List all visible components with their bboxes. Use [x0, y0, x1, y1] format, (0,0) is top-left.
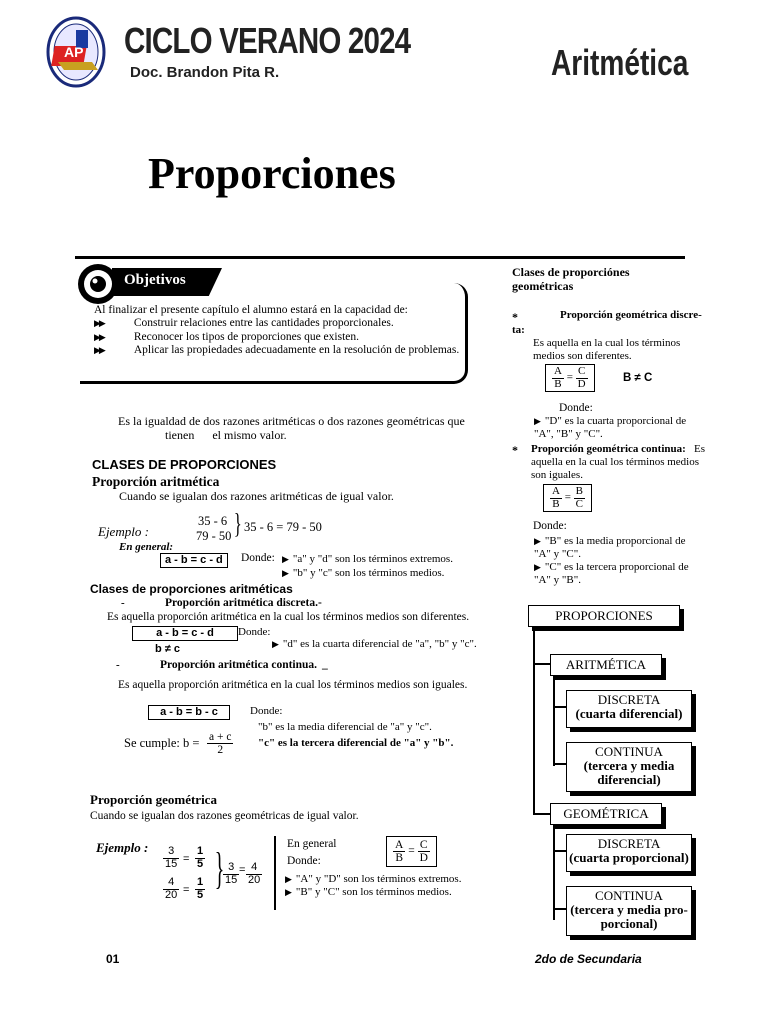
subject-title: Aritmética: [551, 42, 689, 83]
geo-result-eq: =: [239, 864, 246, 876]
continua-desc: Es aquella proporción aritmética en la cual los términos medios son iguales.: [118, 679, 468, 691]
objetivos-list: [94, 317, 459, 358]
triangle-icon: ▶: [282, 568, 289, 578]
right-discreta-ta: ta:: [512, 324, 525, 336]
general-donde-1: ▶ "a" y "d" son los términos extremos.: [282, 553, 453, 565]
geo-note-1: ▶ "A" y "D" son los términos extremos.: [285, 873, 462, 885]
geometrica-desc: Cuando se igualan dos razones geométricas de igual valor.: [90, 810, 359, 822]
tree-trunk: [533, 625, 535, 815]
general-label: En general:: [119, 541, 174, 553]
discreta-formula: a - b = c - d: [132, 626, 238, 641]
triangle-icon: ▶: [534, 416, 541, 426]
triangle-icon: ▶: [272, 639, 279, 649]
right-discreta-note: ▶ "D" es la cuarta proporcional de "A", "B" y "C".: [534, 415, 687, 440]
title-rule: [75, 256, 685, 259]
double-arrow-icon: ▶▶: [94, 331, 104, 342]
geo-fraction-1a: $\frac{3}{15}$: [165, 845, 178, 870]
ejemplo-result: 35 - 6 = 79 - 50: [244, 520, 322, 534]
discreta-note: ▶ "d" es la cuarta diferencial de "a", "b" y "c".: [272, 638, 477, 650]
discreta-title: Proporción aritmética discreta.-: [165, 597, 322, 609]
tree-arit-continua: CONTINUA (tercera y media diferencial): [566, 742, 692, 792]
geo-general-box: $\frac{A}{B}$ = $\frac{C}{D}$: [386, 836, 437, 867]
discreta-neq: b ≠ c: [155, 643, 180, 655]
definition-line-1: Es la igualdad de dos razones aritméticas o dos razones geométricas que: [118, 414, 465, 428]
right-continua-title: Proporción geométrica continua:: [531, 443, 686, 455]
geo-donde: Donde:: [287, 855, 321, 867]
objetivos-intro: Al finalizar el presente capítulo el alumno estará en la capacidad de:: [94, 304, 408, 316]
list-item: ▶▶ Construir relaciones entre las cantidades proporcionales.: [94, 317, 394, 329]
list-item: ▶▶ Reconocer los tipos de proporciones que existen.: [94, 330, 359, 343]
geo-eq-2: =: [183, 884, 190, 896]
right-continua-donde: Donde:: [533, 520, 567, 532]
continua-note-2: "c" es la tercera diferencial de "a" y "b".: [258, 737, 454, 749]
clases-heading: CLASES DE PROPORCIONES: [92, 457, 277, 472]
triangle-icon: ▶: [285, 874, 292, 884]
discreta-donde: Donde:: [238, 626, 271, 638]
double-arrow-icon: ▶▶: [94, 345, 104, 355]
right-discreta-desc: Es aquella en la cual los términos medios son diferentes.: [533, 337, 681, 362]
logo: [46, 16, 106, 88]
cumple-fraction: $\frac{a + c}{2}$: [209, 731, 232, 757]
right-continua-star: *: [512, 443, 518, 457]
geo-fraction-2b: $\frac{1}{5}$: [197, 876, 204, 901]
triangle-icon: ▶: [534, 562, 541, 572]
page-title: Proporciones: [148, 149, 396, 198]
geo-note-2: ▶ "B" y "C" son los términos medios.: [285, 886, 452, 898]
tree-geo: GEOMÉTRICA: [550, 803, 662, 825]
general-formula: a - b = c - d: [160, 553, 228, 568]
logo-letters: AP: [64, 44, 84, 60]
ejemplo-top: 35 - 6: [198, 514, 228, 528]
tree-branch-arit: [533, 663, 551, 665]
cumple-label: Se cumple: b =: [124, 736, 200, 750]
right-heading: Clases de proporciónes geométricas: [512, 265, 630, 293]
right-discreta-box: $\frac{A}{B}$ = $\frac{C}{D}$: [545, 364, 595, 392]
footer-grade: 2do de Secundaria: [535, 952, 642, 966]
geometrica-heading: Proporción geométrica: [90, 792, 217, 807]
brace: }: [233, 509, 242, 540]
page-number: 01: [106, 952, 120, 966]
triangle-icon: ▶: [285, 887, 292, 897]
tree-arit-leaf-2: [553, 763, 567, 765]
geo-general: En general: [287, 838, 337, 850]
list-item: ▶▶ Aplicar las propiedades adecuadamente en la resolución de problemas.: [94, 344, 460, 356]
geo-eq-1: =: [183, 853, 190, 865]
clases-arit-heading: Clases de proporciones aritméticas: [90, 582, 293, 596]
right-continua-note-2: ▶ "C" es la tercera proporcional de "A" y "B".: [534, 561, 689, 586]
triangle-icon: ▶: [282, 554, 289, 564]
tree-geo-leaf-1: [553, 850, 567, 852]
continua-underscore: _: [322, 659, 328, 671]
right-discreta-star: *: [512, 310, 518, 324]
right-discreta-title: Proporción geométrica discre-: [560, 309, 702, 321]
tree-arit: ARITMÉTICA: [550, 654, 662, 676]
ejemplo-bottom: 79 - 50: [196, 529, 232, 543]
tree-arit-stem: [553, 676, 555, 766]
teacher-name: Doc. Brandon Pita R.: [130, 64, 280, 81]
objetivos-label: Objetivos: [124, 272, 186, 288]
tree-branch-geo: [533, 813, 551, 815]
geo-divider: [274, 836, 276, 910]
tree-geo-discreta: DISCRETA (cuarta proporcional): [566, 834, 692, 872]
geo-brace: }: [214, 844, 225, 893]
right-continua-note-1: ▶ "B" es la media proporcional de "A" y "C".: [534, 535, 686, 560]
continua-formula: a - b = b - c: [148, 705, 230, 720]
general-donde: Donde:: [241, 552, 275, 564]
cycle-title: CICLO VERANO 2024: [124, 20, 411, 61]
tree-geo-continua: CONTINUA (tercera y media pro- porcional): [566, 886, 692, 936]
tree-arit-discreta: DISCRETA (cuarta diferencial): [566, 690, 692, 728]
tree-arit-leaf-1: [553, 706, 567, 708]
general-donde-2: ▶ "b" y "c" son los términos medios.: [282, 567, 445, 579]
continua-dash: -: [116, 659, 120, 671]
discreta-dash: -: [121, 597, 125, 609]
definition-line-2: tienen el mismo valor.: [165, 428, 287, 442]
geo-ejemplo-label: Ejemplo :: [96, 840, 149, 855]
double-arrow-icon: ▶▶: [94, 318, 104, 328]
geo-result-a: $\frac{3}{15}$: [225, 861, 238, 886]
tree-geo-leaf-2: [553, 908, 567, 910]
right-continua-desc: Es aquella en la cual los términos medios son iguales.: [531, 443, 705, 481]
triangle-icon: ▶: [534, 536, 541, 546]
aritmetica-desc: Cuando se igualan dos razones aritméticas de igual valor.: [119, 489, 394, 503]
geo-result-b: $\frac{4}{20}$: [248, 861, 261, 886]
discreta-desc: Es aquella proporción aritmética en la cual los términos medios son diferentes.: [107, 611, 470, 623]
aritmetica-heading: Proporción aritmética: [92, 474, 220, 489]
tree-root: PROPORCIONES: [528, 605, 680, 627]
ejemplo-label: Ejemplo :: [98, 524, 149, 539]
continua-donde: Donde:: [250, 705, 283, 717]
continua-title: Proporción aritmética continua.: [160, 659, 318, 671]
continua-note-1: "b" es la media diferencial de "a" y "c".: [258, 721, 432, 733]
right-continua-box: $\frac{A}{B}$ = $\frac{B}{C}$: [543, 484, 592, 512]
right-discreta-neq: B ≠ C: [623, 372, 653, 384]
tree-geo-stem: [553, 825, 555, 920]
right-discreta-donde: Donde:: [559, 402, 593, 414]
geo-fraction-2a: $\frac{4}{20}$: [165, 876, 178, 901]
geo-fraction-1b: $\frac{1}{5}$: [197, 845, 204, 870]
